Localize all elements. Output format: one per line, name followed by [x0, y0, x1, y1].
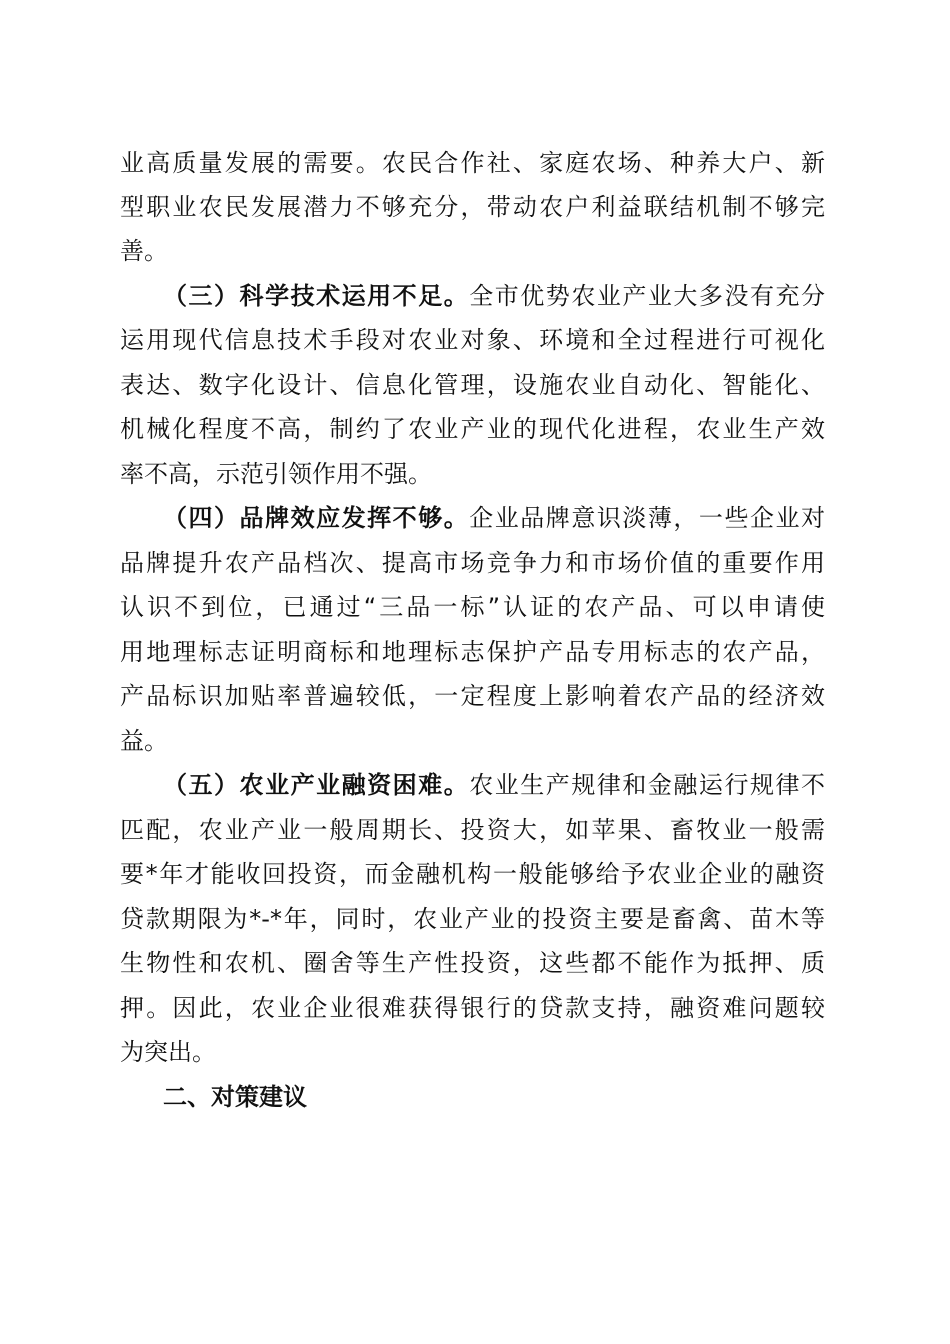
paragraph-line: 率不高，示范引领作用不强。: [120, 460, 432, 488]
paragraph-line: 匹配，农业产业一般周期长、投资大，如苹果、畜牧业一般需: [120, 816, 825, 844]
paragraph-line: 认识不到位，已通过“三品一标”认证的农产品、可以申请使: [120, 593, 825, 621]
section-heading: 二、对策建议: [163, 1083, 307, 1111]
paragraph-line: 为突出。: [120, 1038, 216, 1066]
paragraph-line: 产品标识加贴率普遍较低，一定程度上影响着农产品的经济效: [120, 682, 825, 710]
paragraph-text: 企业品牌意识淡薄，一些企业对: [469, 504, 826, 532]
paragraph-line: 要*年才能收回投资，而金融机构一般能够给予农业企业的融资: [120, 860, 825, 888]
paragraph-text: 全市优势农业产业大多没有充分: [469, 282, 826, 310]
paragraph-first-line: [163, 502, 825, 534]
paragraph-line: 型职业农民发展潜力不够充分，带动农户利益联结机制不够完: [120, 193, 825, 221]
subsection-heading: （五）农业产业融资困难。: [163, 771, 470, 799]
paragraph-first-line: [163, 769, 825, 801]
paragraph-line: 用地理标志证明商标和地理标志保护产品专用标志的农产品，: [120, 638, 825, 666]
paragraph-line: 善。: [120, 237, 168, 265]
paragraph-line: 机械化程度不高，制约了农业产业的现代化进程，农业生产效: [120, 415, 825, 443]
paragraph-line: 表达、数字化设计、信息化管理，设施农业自动化、智能化、: [120, 371, 825, 399]
paragraph-first-line: [163, 280, 825, 312]
paragraph-line: 益。: [120, 727, 168, 755]
paragraph-text: 农业生产规律和金融运行规律不: [469, 771, 826, 799]
paragraph-line: 业高质量发展的需要。农民合作社、家庭农场、种养大户、新: [120, 149, 825, 177]
subsection-heading: （四）品牌效应发挥不够。: [163, 504, 470, 532]
paragraph-line: 运用现代信息技术手段对农业对象、环境和全过程进行可视化: [120, 326, 825, 354]
paragraph-line: 贷款期限为*-*年，同时，农业产业的投资主要是畜禽、苗木等: [120, 905, 825, 933]
paragraph-line: 品牌提升农产品档次、提高市场竞争力和市场价值的重要作用: [120, 549, 825, 577]
subsection-heading: （三）科学技术运用不足。: [163, 282, 470, 310]
paragraph-line: 生物性和农机、圈舍等生产性投资，这些都不能作为抵押、质: [120, 949, 825, 977]
paragraph-line: 押。因此，农业企业很难获得银行的贷款支持，融资难问题较: [120, 994, 825, 1022]
